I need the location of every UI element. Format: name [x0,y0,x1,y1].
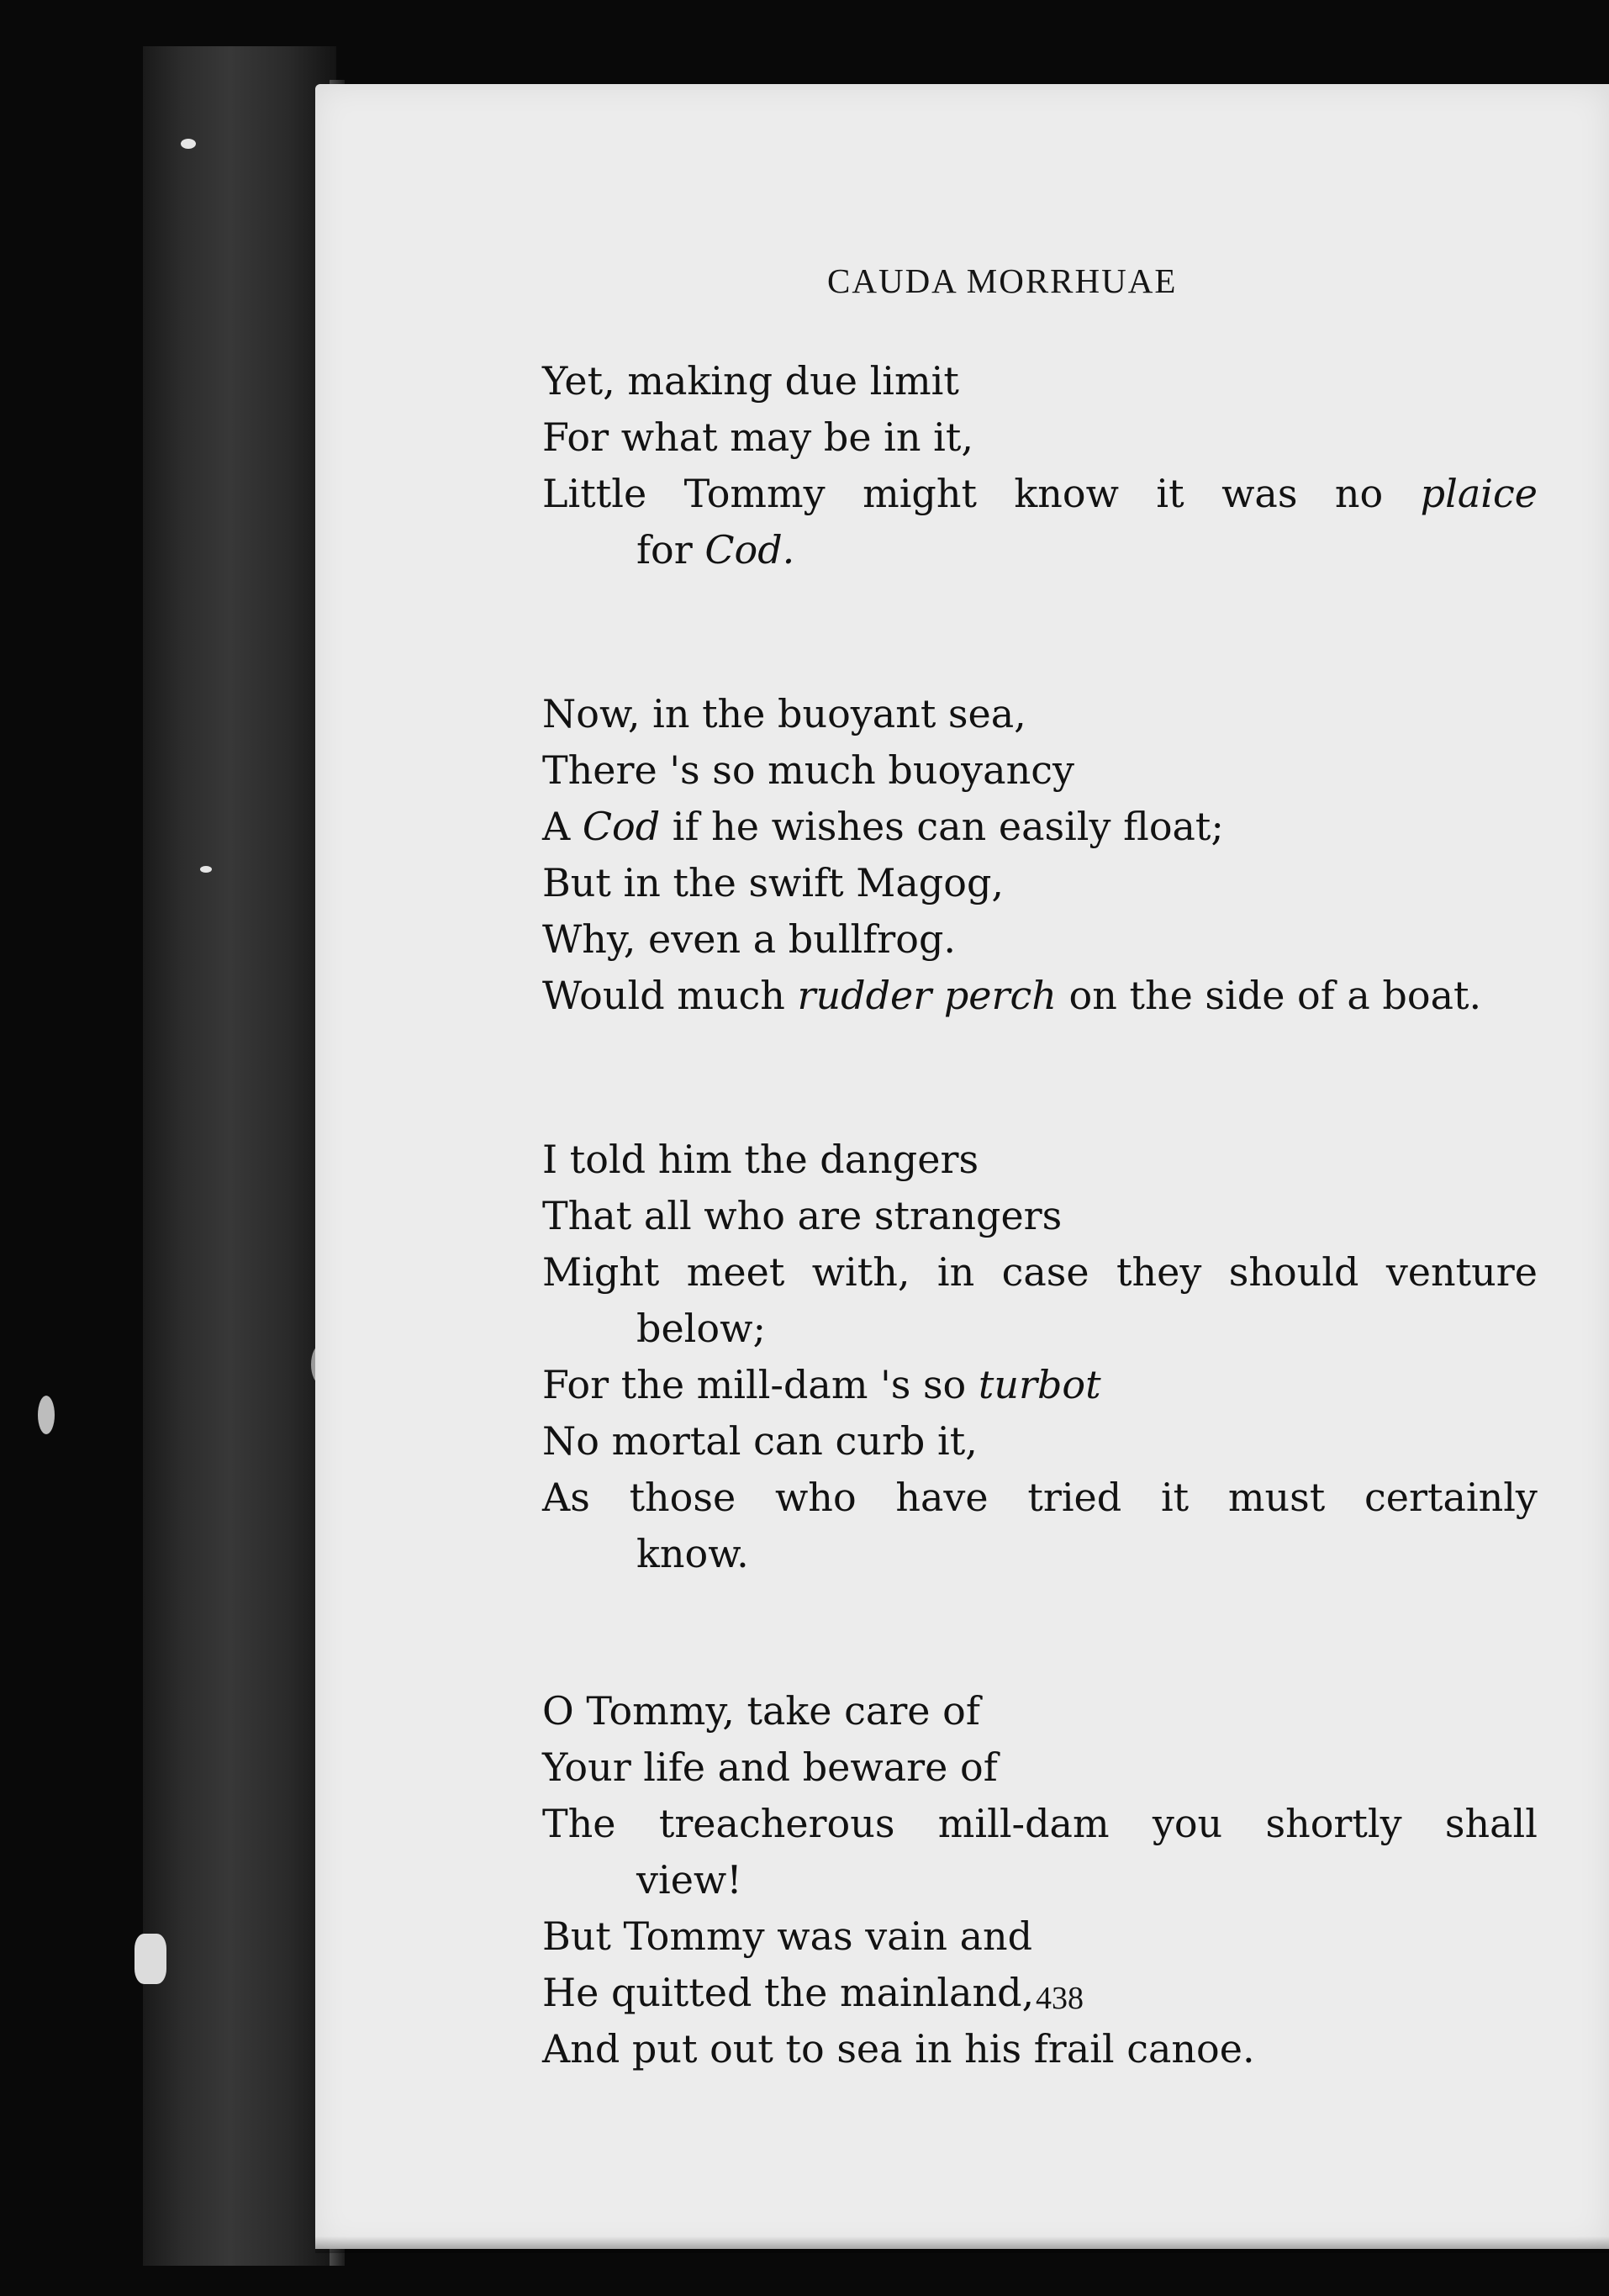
poem-line: There 's so much buoyancy [542,747,1074,793]
stanza-break [542,1024,1576,1132]
word: might [863,471,977,516]
italic-word: Cod. [704,527,795,573]
poem-line-justified [542,1796,1538,1852]
word: who [774,1475,857,1520]
book-spine [143,46,336,2266]
word: venture [1385,1249,1538,1295]
scan-speck [200,866,212,873]
italic-word: plaice [1420,471,1538,516]
word: Might [542,1249,660,1295]
page-bottom-shadow [315,2236,1609,2253]
italic-word: rudder perch [797,973,1057,1018]
text-run: A [542,804,583,849]
word: As [542,1475,590,1520]
scan-speck [38,1396,55,1434]
word: it [1160,1475,1190,1520]
word: have [895,1475,989,1520]
word: Little [542,471,647,516]
word: know [1014,471,1119,516]
poem-line: But in the swift Magog, [542,860,1005,905]
word: they [1116,1249,1202,1295]
poem-line-continuation: below; [636,1306,766,1351]
word: those [629,1475,736,1520]
italic-word: Cod [582,804,661,849]
word: tried [1027,1475,1122,1520]
word: case [1001,1249,1089,1295]
running-head: CAUDA MORRHUAE [827,261,1178,300]
stanza-break [542,1582,1576,1683]
stanza-break [542,578,1576,686]
word: The [542,1801,616,1846]
poem-line [542,799,1576,855]
text-run: for [636,527,705,573]
poem-line [542,968,1576,1024]
poem-line: And put out to sea in his frail canoe. [542,2026,1255,2072]
word: it [1156,471,1184,516]
word: certainly [1364,1475,1538,1520]
word: shall [1444,1801,1538,1846]
text-run: on the side of a boat. [1056,973,1482,1018]
poem-line: Why, even a bullfrog. [542,916,957,962]
poem-line: Now, in the buoyant sea, [542,691,1026,736]
poem-line [542,1357,1576,1413]
word: in [936,1249,975,1295]
poem-line: O Tommy, take care of [542,1688,980,1734]
poem-line: I told him the dangers [542,1137,979,1182]
italic-word: turbot [978,1362,1101,1407]
scan-speck [181,139,196,149]
poem-line: He quitted the mainland, [542,1970,1035,2015]
word: must [1227,1475,1326,1520]
poem-line: Your life and beware of [542,1744,998,1790]
poem-line-justified [542,1470,1538,1526]
word: should [1228,1249,1359,1295]
poem-line: That all who are strangers [542,1193,1063,1238]
page-number: 438 [1036,1981,1084,2016]
poem-text [542,353,1576,2077]
text-run: For the mill-dam 's so [542,1362,979,1407]
word: with, [811,1249,910,1295]
word: mill-dam [937,1801,1110,1846]
scan-speck [135,1934,166,1984]
word: shortly [1265,1801,1402,1846]
text-run: Would much [542,973,798,1018]
text-run: if he wishes can easily float; [660,804,1224,849]
poem-line-continuation: view! [636,1857,742,1903]
poem-line: Yet, making due limit [542,358,959,404]
word: treacherous [658,1801,895,1846]
poem-line: No mortal can curb it, [542,1418,978,1464]
poem-line: For what may be in it, [542,414,973,460]
word: was [1221,471,1298,516]
word: Tommy [683,471,826,516]
poem-line-continuation [542,522,1576,578]
poem-line-justified [542,1244,1538,1301]
word: no [1334,471,1384,516]
poem-line-continuation: know. [636,1531,749,1576]
word: meet [686,1249,785,1295]
poem-line: But Tommy was vain and [542,1913,1033,1959]
poem-line-justified [542,466,1538,522]
word: you [1152,1801,1223,1846]
